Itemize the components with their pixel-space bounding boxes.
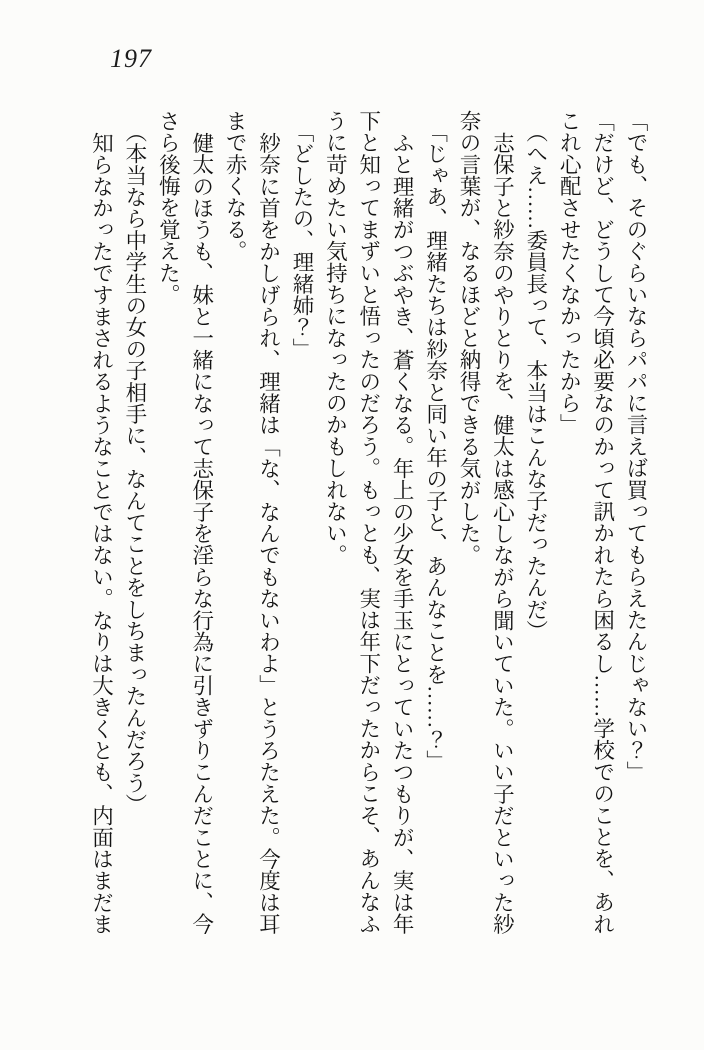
text-line: （本当なら中学生の女の子相手に、なんてことをしちまったんだろう） <box>122 120 147 816</box>
text-line: 下と知ってまずいと悟ったのだろう。もっとも、実は年下だったからこそ、あんなふ <box>356 110 381 935</box>
text-line: 知らなかったですまされるようなことではない。なりは大きくとも、内面はまだま <box>89 131 114 935</box>
text-columns <box>84 110 652 942</box>
text-line: 紗奈に首をかしげられ、理緒は「な、なんでもないわよ」とうろたえた。今度は耳 <box>256 131 281 935</box>
text-line: 健太のほうも、妹と一緒になって志保子を淫らな行為に引きずりこんだことに、今 <box>189 131 214 935</box>
text-line: 「じゃあ、理緒たちは紗奈と同い年の子と、あんなことを……？」 <box>423 120 448 772</box>
text-line: 奈の言葉が、なるほどと納得できる気がした。 <box>456 110 481 566</box>
page-number: 197 <box>110 44 152 73</box>
text-line: 「どしたの、理緒姉？」 <box>289 120 314 360</box>
text-line: 「だけど、どうして今頃必要なのかって訊かれたら困るし……学校でのことを、あれ <box>590 110 615 935</box>
text-line: 志保子と紗奈のやりとりを、健太は感心しながら聞いていた。いい子だといった紗 <box>490 131 515 935</box>
text-line: 「でも、そのぐらいならパパに言えば買ってもらえたんじゃない？」 <box>624 110 648 783</box>
text-line: ふと理緒がつぶやき、蒼くなる。年上の少女を手玉にとっていたつもりが、実は年 <box>390 131 415 935</box>
text-line: これ心配させたくなかったから」 <box>557 110 582 436</box>
text-line: さら後悔を覚えた。 <box>156 110 181 306</box>
text-line: うに苛めたい気持ちになったのかもしれない。 <box>323 110 348 566</box>
text-line: （へえ……委員長って、本当はこんな子だったんだ） <box>523 120 548 642</box>
text-line: まで赤くなる。 <box>223 110 248 262</box>
